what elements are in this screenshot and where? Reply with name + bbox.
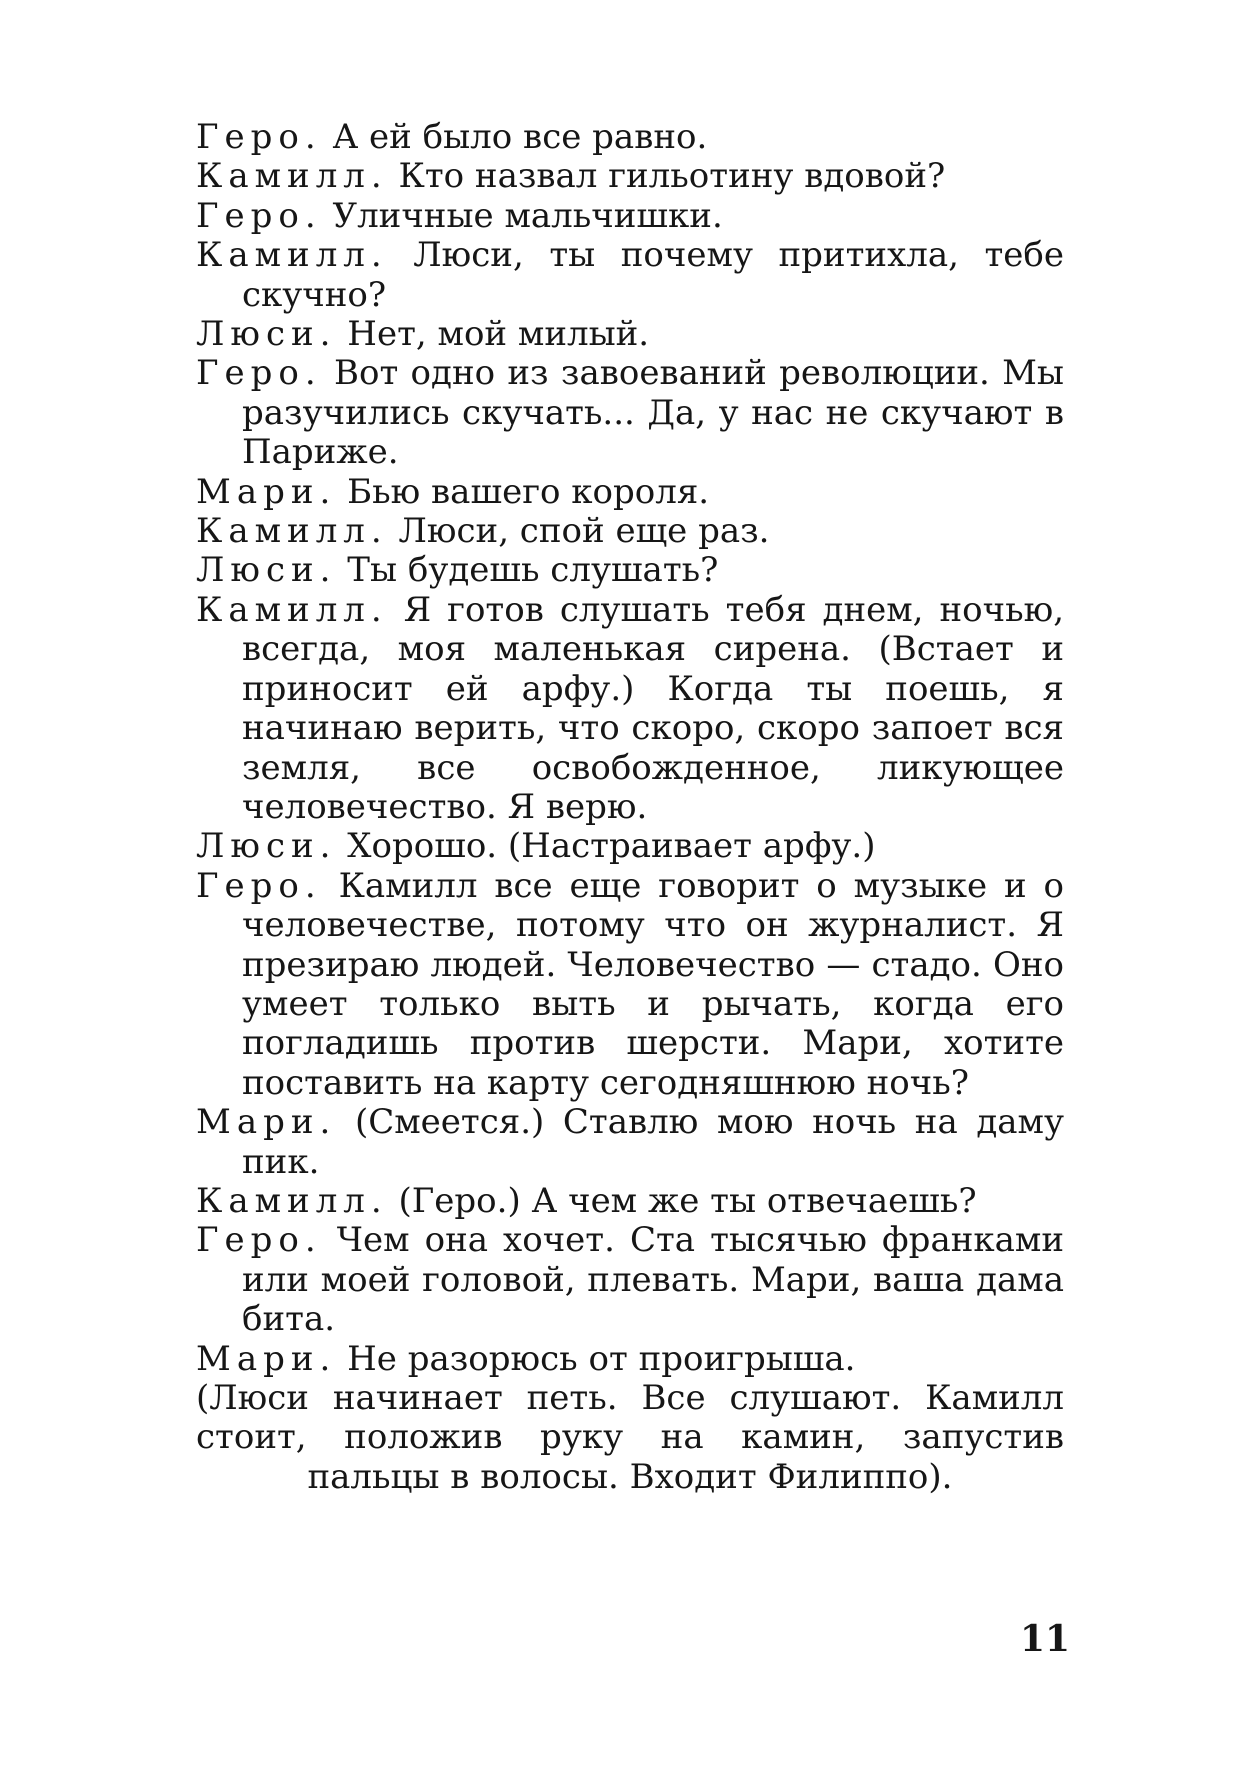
- speaker-name: Геро.: [196, 117, 322, 157]
- speaker-name: Камилл.: [196, 589, 388, 630]
- speech-text: Уличные мальчишки.: [332, 195, 723, 236]
- speech-text: Кто назвал гильотину вдовой?: [398, 156, 946, 197]
- speaker-name: Камилл.: [196, 1180, 388, 1221]
- speaker-name: Геро.: [196, 865, 322, 906]
- dialogue-line: [196, 512, 1064, 551]
- dialogue-line: [196, 354, 1064, 472]
- stage-direction: (Люси начинает петь. Все слушают. Камилл стоит, положив руку на камин, запустив пальцы в волосы. Входит Филиппо).: [196, 1378, 1064, 1497]
- speech-text: Вот одно из завоеваний революции. Мы разучились скучать... Да, у нас не скучают в Париже.: [242, 353, 1064, 473]
- dialogue-line: [196, 118, 1064, 157]
- speaker-name: Люси.: [196, 550, 337, 591]
- speaker-name: Мари.: [196, 471, 337, 512]
- speaker-name: Камилл.: [196, 235, 388, 276]
- speech-text: Люси, ты почему притихла, тебе скучно?: [242, 235, 1065, 315]
- dialogue-line: [196, 1221, 1064, 1339]
- dialogue-line: [196, 315, 1064, 354]
- speech-text: А ей было все равно.: [332, 117, 708, 157]
- speech-text: Я готов слушать тебя днем, ночью, всегда, моя маленькая сирена. (Встает и приносит ей арфу.) Когда ты поешь, я начинаю верить, что скоро, скоро запоет вся земля, все освобожденное, ликующее человечество. Я верю.: [242, 589, 1064, 827]
- dialogue-line: [196, 1103, 1064, 1182]
- play-text: [196, 118, 1064, 1497]
- speech-text: Камилл все еще говорит о музыке и о человечестве, потому что он журналист. Я презираю людей. Человечество — стадо. Оно умеет только выть и рычать, когда его погладишь против шерсти. Мари, хотите поставить на карту сегодняшнюю ночь?: [242, 865, 1064, 1103]
- speaker-name: Геро.: [196, 353, 322, 394]
- dialogue-line: [196, 591, 1064, 827]
- speech-text: Бью вашего короля.: [347, 471, 710, 512]
- dialogue-line: [196, 473, 1064, 512]
- dialogue-line: [196, 827, 1064, 866]
- dialogue-line: [196, 197, 1064, 236]
- speaker-name: Камилл.: [196, 156, 388, 197]
- page-number: 11: [1020, 1618, 1071, 1660]
- dialogue-line: [196, 157, 1064, 196]
- speech-text: (Смеется.) Ставлю мою ночь на даму пик.: [242, 1102, 1065, 1182]
- dialogue-line: [196, 236, 1064, 315]
- speaker-name: Геро.: [196, 195, 322, 236]
- speaker-name: Люси.: [196, 314, 337, 355]
- dialogue-line: [196, 1182, 1064, 1221]
- speaker-name: Мари.: [196, 1102, 337, 1143]
- speaker-name: Камилл.: [196, 511, 388, 552]
- speech-text: Чем она хочет. Ста тысячью франками или моей головой, плевать. Мари, ваша дама бита.: [242, 1220, 1064, 1340]
- dialogue-line: [196, 551, 1064, 590]
- speech-text: Не разорюсь от проигрыша.: [347, 1338, 856, 1379]
- dialogue-line: [196, 867, 1064, 1103]
- speaker-name: Люси.: [196, 826, 337, 867]
- dialogue-block: [196, 118, 1064, 1379]
- dialogue-line: [196, 1340, 1064, 1379]
- speech-text: Ты будешь слушать?: [347, 550, 719, 591]
- speech-text: Люси, спой еще раз.: [398, 511, 770, 552]
- speaker-name: Геро.: [196, 1220, 322, 1261]
- speech-text: Хорошо. (Настраивает арфу.): [347, 826, 876, 867]
- speech-text: Нет, мой милый.: [347, 314, 650, 355]
- speaker-name: Мари.: [196, 1338, 337, 1379]
- speech-text: (Геро.) А чем же ты отвечаешь?: [398, 1180, 977, 1221]
